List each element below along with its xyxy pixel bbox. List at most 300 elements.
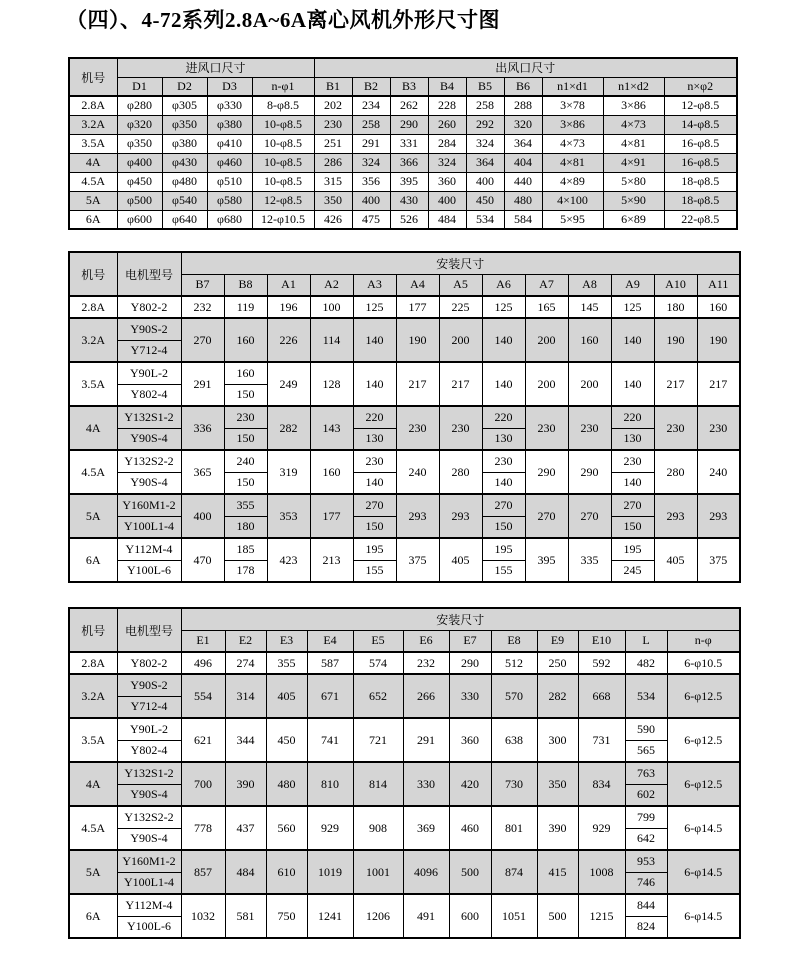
column-header-cell: E7 [449, 630, 491, 652]
dim-value-cell: 230 [525, 406, 568, 450]
dim-value-cell: 730 [491, 762, 537, 806]
dim-value-cell: 10-φ8.5 [252, 115, 314, 134]
dim-value-cell: 355 [224, 494, 267, 516]
dim-value-cell: 450 [266, 718, 307, 762]
dim-value-cell: 652 [353, 674, 403, 718]
column-header-cell: E10 [578, 630, 625, 652]
dim-value-cell: 364 [466, 153, 504, 172]
dim-value-cell: 534 [625, 674, 667, 718]
dim-value-cell: φ600 [117, 210, 162, 229]
dim-value-cell: 160 [568, 318, 611, 362]
dim-value-cell: 230 [697, 406, 740, 450]
dim-value-cell: 6-φ14.5 [667, 894, 740, 938]
dim-value-cell: 260 [428, 115, 466, 134]
dim-value-cell: 405 [266, 674, 307, 718]
dim-value-cell: 929 [578, 806, 625, 850]
dim-value-cell: φ480 [162, 172, 207, 191]
dim-value-cell: 3×86 [603, 96, 664, 115]
motor-model-cell: Y90S-2 [117, 674, 181, 696]
dim-value-cell: 143 [310, 406, 353, 450]
dim-value-cell: 228 [428, 96, 466, 115]
dim-value-cell: 375 [396, 538, 439, 582]
dim-value-cell: 150 [224, 384, 267, 406]
dim-value-cell: 195 [611, 538, 654, 560]
dim-value-cell: φ510 [207, 172, 252, 191]
dim-value-cell: 319 [267, 450, 310, 494]
dim-value-cell: φ460 [207, 153, 252, 172]
column-header-cell: A1 [267, 274, 310, 296]
dim-value-cell: 240 [697, 450, 740, 494]
motor-model-cell: Y100L-6 [117, 560, 181, 582]
machine-no-header: 机号 [69, 252, 117, 296]
dim-value-cell: φ580 [207, 191, 252, 210]
dim-value-cell: 232 [181, 296, 224, 318]
dim-value-cell: 10-φ8.5 [252, 134, 314, 153]
motor-model-cell: Y802-4 [117, 384, 181, 406]
dim-value-cell: 642 [625, 828, 667, 850]
motor-model-cell: Y90S-4 [117, 472, 181, 494]
machine-no-cell: 3.2A [69, 115, 117, 134]
dim-value-cell: 220 [611, 406, 654, 428]
dim-value-cell: 1206 [353, 894, 403, 938]
dim-value-cell: 315 [314, 172, 352, 191]
dim-value-cell: 14-φ8.5 [664, 115, 737, 134]
column-header-cell: A9 [611, 274, 654, 296]
dim-value-cell: 3×86 [542, 115, 603, 134]
dim-value-cell: 270 [353, 494, 396, 516]
column-header-cell: B5 [466, 77, 504, 96]
dim-value-cell: 369 [403, 806, 449, 850]
machine-no-cell: 3.5A [69, 362, 117, 406]
machine-no-cell: 4.5A [69, 172, 117, 191]
dim-value-cell: 16-φ8.5 [664, 153, 737, 172]
machine-no-cell: 3.2A [69, 674, 117, 718]
dim-value-cell: 355 [266, 652, 307, 674]
dim-value-cell: 908 [353, 806, 403, 850]
dim-value-cell: 668 [578, 674, 625, 718]
dim-value-cell: 220 [353, 406, 396, 428]
machine-no-cell: 2.8A [69, 652, 117, 674]
dim-value-cell: 291 [181, 362, 224, 406]
dim-value-cell: 16-φ8.5 [664, 134, 737, 153]
dim-value-cell: 534 [466, 210, 504, 229]
dim-value-cell: 4×73 [603, 115, 664, 134]
dim-value-cell: 6-φ14.5 [667, 806, 740, 850]
dim-value-cell: 274 [225, 652, 266, 674]
dim-value-cell: 799 [625, 806, 667, 828]
column-header-cell: B6 [504, 77, 542, 96]
dim-value-cell: 1215 [578, 894, 625, 938]
dim-value-cell: 185 [224, 538, 267, 560]
dim-value-cell: 282 [537, 674, 578, 718]
dim-value-cell: φ380 [162, 134, 207, 153]
dim-value-cell: 364 [504, 134, 542, 153]
dim-value-cell: 415 [537, 850, 578, 894]
dim-value-cell: 249 [267, 362, 310, 406]
dim-value-cell: 258 [352, 115, 390, 134]
dim-value-cell: 140 [611, 362, 654, 406]
dim-value-cell: 230 [439, 406, 482, 450]
dim-value-cell: 1051 [491, 894, 537, 938]
motor-model-cell: Y112M-4 [117, 538, 181, 560]
motor-model-cell: Y90S-4 [117, 828, 181, 850]
dim-value-cell: 125 [482, 296, 525, 318]
column-header-cell: B2 [352, 77, 390, 96]
dim-value-cell: 482 [625, 652, 667, 674]
dim-value-cell: 953 [625, 850, 667, 872]
machine-no-header: 机号 [69, 58, 117, 96]
motor-model-cell: Y100L-6 [117, 916, 181, 938]
dim-value-cell: φ500 [117, 191, 162, 210]
dim-value-cell: 6×89 [603, 210, 664, 229]
motor-model-header: 电机型号 [117, 252, 181, 296]
dim-value-cell: 266 [403, 674, 449, 718]
dim-value-cell: 470 [181, 538, 224, 582]
dim-value-cell: 330 [403, 762, 449, 806]
dim-value-cell: φ680 [207, 210, 252, 229]
dim-value-cell: 286 [314, 153, 352, 172]
machine-no-cell: 2.8A [69, 296, 117, 318]
motor-model-cell: Y90S-4 [117, 784, 181, 806]
column-header-cell: A8 [568, 274, 611, 296]
dim-value-cell: 929 [307, 806, 353, 850]
column-header-cell: E4 [307, 630, 353, 652]
mount-group-header: 安装尺寸 [181, 608, 740, 630]
dim-value-cell: 230 [396, 406, 439, 450]
dim-value-cell: 145 [568, 296, 611, 318]
dim-value-cell: 746 [625, 872, 667, 894]
motor-model-cell: Y160M1-2 [117, 494, 181, 516]
dim-value-cell: φ450 [117, 172, 162, 191]
dim-value-cell: 190 [654, 318, 697, 362]
dim-value-cell: φ410 [207, 134, 252, 153]
dim-value-cell: 195 [482, 538, 525, 560]
dim-value-cell: 565 [625, 740, 667, 762]
mounting-dimensions-table-e [68, 607, 741, 939]
dim-value-cell: 365 [181, 450, 224, 494]
dim-value-cell: 5×80 [603, 172, 664, 191]
column-header-cell: B7 [181, 274, 224, 296]
machine-no-cell: 4.5A [69, 806, 117, 850]
dim-value-cell: 405 [439, 538, 482, 582]
dim-value-cell: 324 [466, 134, 504, 153]
machine-no-cell: 6A [69, 210, 117, 229]
machine-no-cell: 5A [69, 850, 117, 894]
mount-group-header: 安装尺寸 [181, 252, 740, 274]
dim-value-cell: 290 [525, 450, 568, 494]
dim-value-cell: 1241 [307, 894, 353, 938]
dim-value-cell: 404 [504, 153, 542, 172]
dim-value-cell: 140 [611, 318, 654, 362]
column-header-cell: A10 [654, 274, 697, 296]
column-header-cell: n1×d2 [603, 77, 664, 96]
dim-value-cell: 336 [181, 406, 224, 450]
dim-value-cell: 130 [611, 428, 654, 450]
dim-value-cell: 480 [504, 191, 542, 210]
dim-value-cell: 360 [449, 718, 491, 762]
dim-value-cell: 405 [654, 538, 697, 582]
dim-value-cell: 200 [439, 318, 482, 362]
dim-value-cell: 217 [697, 362, 740, 406]
dim-value-cell: 590 [625, 718, 667, 740]
dim-value-cell: 220 [482, 406, 525, 428]
motor-model-cell: Y712-4 [117, 340, 181, 362]
dim-value-cell: 400 [428, 191, 466, 210]
inlet-group-header: 进风口尺寸 [117, 58, 314, 77]
dim-value-cell: φ640 [162, 210, 207, 229]
dim-value-cell: 119 [224, 296, 267, 318]
dim-value-cell: 344 [225, 718, 266, 762]
dim-value-cell: 140 [482, 318, 525, 362]
dim-value-cell: 4×81 [542, 153, 603, 172]
motor-model-cell: Y100L1-4 [117, 872, 181, 894]
dim-value-cell: 400 [466, 172, 504, 191]
dim-value-cell: 140 [353, 472, 396, 494]
dim-value-cell: 331 [390, 134, 428, 153]
column-header-cell: B4 [428, 77, 466, 96]
dim-value-cell: 460 [449, 806, 491, 850]
mounting-dimensions-table-a [68, 251, 741, 583]
dim-value-cell: 395 [525, 538, 568, 582]
column-header-cell: A7 [525, 274, 568, 296]
motor-model-cell: Y90S-4 [117, 428, 181, 450]
dim-value-cell: 150 [353, 516, 396, 538]
dim-value-cell: 750 [266, 894, 307, 938]
dim-value-cell: 217 [654, 362, 697, 406]
dim-value-cell: φ330 [207, 96, 252, 115]
column-header-cell: E1 [181, 630, 225, 652]
dim-value-cell: 554 [181, 674, 225, 718]
dim-value-cell: 4×100 [542, 191, 603, 210]
dim-value-cell: 330 [449, 674, 491, 718]
dim-value-cell: 130 [353, 428, 396, 450]
dim-value-cell: 721 [353, 718, 403, 762]
dim-value-cell: 250 [537, 652, 578, 674]
dim-value-cell: 857 [181, 850, 225, 894]
dim-value-cell: 245 [611, 560, 654, 582]
motor-model-cell: Y802-2 [117, 652, 181, 674]
dim-value-cell: 196 [267, 296, 310, 318]
dim-value-cell: 155 [482, 560, 525, 582]
dim-value-cell: 584 [504, 210, 542, 229]
column-header-cell: E2 [225, 630, 266, 652]
machine-no-cell: 4.5A [69, 450, 117, 494]
dim-value-cell: 177 [310, 494, 353, 538]
dim-value-cell: 6-φ12.5 [667, 674, 740, 718]
motor-model-cell: Y132S1-2 [117, 762, 181, 784]
dim-value-cell: 180 [654, 296, 697, 318]
dim-value-cell: 366 [390, 153, 428, 172]
motor-model-cell: Y90L-2 [117, 718, 181, 740]
column-header-cell: E6 [403, 630, 449, 652]
motor-model-cell: Y712-4 [117, 696, 181, 718]
dim-value-cell: 324 [428, 153, 466, 172]
dim-value-cell: 226 [267, 318, 310, 362]
dim-value-cell: 130 [482, 428, 525, 450]
dim-value-cell: 200 [525, 362, 568, 406]
dim-value-cell: 251 [314, 134, 352, 153]
column-header-cell: A3 [353, 274, 396, 296]
dim-value-cell: 230 [568, 406, 611, 450]
motor-model-cell: Y132S2-2 [117, 806, 181, 828]
dim-value-cell: 288 [504, 96, 542, 115]
dim-value-cell: φ320 [117, 115, 162, 134]
dim-value-cell: 440 [504, 172, 542, 191]
column-header-cell: A4 [396, 274, 439, 296]
machine-no-cell: 3.5A [69, 134, 117, 153]
dim-value-cell: 12-φ10.5 [252, 210, 314, 229]
dim-value-cell: 293 [439, 494, 482, 538]
dim-value-cell: 801 [491, 806, 537, 850]
dim-value-cell: 430 [390, 191, 428, 210]
motor-model-cell: Y802-2 [117, 296, 181, 318]
motor-model-cell: Y802-4 [117, 740, 181, 762]
dim-value-cell: 356 [352, 172, 390, 191]
dim-value-cell: 353 [267, 494, 310, 538]
dim-value-cell: 574 [353, 652, 403, 674]
dim-value-cell: 178 [224, 560, 267, 582]
dim-value-cell: φ540 [162, 191, 207, 210]
dim-value-cell: 621 [181, 718, 225, 762]
dim-value-cell: 213 [310, 538, 353, 582]
dim-value-cell: 150 [611, 516, 654, 538]
machine-no-cell: 5A [69, 191, 117, 210]
dim-value-cell: 400 [352, 191, 390, 210]
dim-value-cell: 114 [310, 318, 353, 362]
dim-value-cell: 420 [449, 762, 491, 806]
dim-value-cell: 160 [310, 450, 353, 494]
dim-value-cell: 262 [390, 96, 428, 115]
dim-value-cell: 6-φ12.5 [667, 718, 740, 762]
dim-value-cell: 395 [390, 172, 428, 191]
dim-value-cell: 5×90 [603, 191, 664, 210]
machine-no-cell: 4A [69, 762, 117, 806]
dim-value-cell: 390 [225, 762, 266, 806]
machine-no-cell: 2.8A [69, 96, 117, 115]
dim-value-cell: 844 [625, 894, 667, 916]
dim-value-cell: 200 [568, 362, 611, 406]
dim-value-cell: 270 [568, 494, 611, 538]
dim-value-cell: 160 [697, 296, 740, 318]
column-header-cell: B1 [314, 77, 352, 96]
dim-value-cell: 1008 [578, 850, 625, 894]
dim-value-cell: 314 [225, 674, 266, 718]
dim-value-cell: 1019 [307, 850, 353, 894]
column-header-cell: A5 [439, 274, 482, 296]
dim-value-cell: 202 [314, 96, 352, 115]
dim-value-cell: 834 [578, 762, 625, 806]
dim-value-cell: 610 [266, 850, 307, 894]
dim-value-cell: 874 [491, 850, 537, 894]
dim-value-cell: 292 [466, 115, 504, 134]
dim-value-cell: 480 [266, 762, 307, 806]
dim-value-cell: 155 [353, 560, 396, 582]
dim-value-cell: 258 [466, 96, 504, 115]
column-header-cell: L [625, 630, 667, 652]
dim-value-cell: 581 [225, 894, 266, 938]
dim-value-cell: 426 [314, 210, 352, 229]
dim-value-cell: 450 [466, 191, 504, 210]
dim-value-cell: φ305 [162, 96, 207, 115]
machine-no-header: 机号 [69, 608, 117, 652]
dim-value-cell: 500 [449, 850, 491, 894]
dim-value-cell: 6-φ10.5 [667, 652, 740, 674]
column-header-cell: B3 [390, 77, 428, 96]
dim-value-cell: 280 [439, 450, 482, 494]
dim-value-cell: 293 [697, 494, 740, 538]
column-header-cell: D3 [207, 77, 252, 96]
inlet-outlet-dimensions-table [68, 57, 738, 230]
dim-value-cell: 18-φ8.5 [664, 172, 737, 191]
dim-value-cell: 491 [403, 894, 449, 938]
dim-value-cell: 12-φ8.5 [252, 191, 314, 210]
dim-value-cell: 778 [181, 806, 225, 850]
dim-value-cell: 291 [352, 134, 390, 153]
dim-value-cell: 160 [224, 318, 267, 362]
motor-model-cell: Y90S-2 [117, 318, 181, 340]
column-header-cell: A11 [697, 274, 740, 296]
dim-value-cell: 423 [267, 538, 310, 582]
dim-value-cell: 4096 [403, 850, 449, 894]
dim-value-cell: 570 [491, 674, 537, 718]
dim-value-cell: 12-φ8.5 [664, 96, 737, 115]
column-header-cell: n1×d1 [542, 77, 603, 96]
dim-value-cell: 810 [307, 762, 353, 806]
dim-value-cell: 484 [428, 210, 466, 229]
dim-value-cell: 290 [568, 450, 611, 494]
dim-value-cell: 592 [578, 652, 625, 674]
dim-value-cell: 324 [352, 153, 390, 172]
dim-value-cell: 390 [537, 806, 578, 850]
dim-value-cell: 671 [307, 674, 353, 718]
column-header-cell: B8 [224, 274, 267, 296]
dim-value-cell: 165 [525, 296, 568, 318]
dim-value-cell: 150 [482, 516, 525, 538]
dim-value-cell: 291 [403, 718, 449, 762]
dim-value-cell: 190 [396, 318, 439, 362]
dim-value-cell: 763 [625, 762, 667, 784]
dim-value-cell: 587 [307, 652, 353, 674]
dim-value-cell: 270 [611, 494, 654, 516]
dim-value-cell: 400 [181, 494, 224, 538]
machine-no-cell: 4A [69, 153, 117, 172]
dim-value-cell: 814 [353, 762, 403, 806]
dim-value-cell: 234 [352, 96, 390, 115]
dim-value-cell: 6-φ14.5 [667, 850, 740, 894]
dim-value-cell: 160 [224, 362, 267, 384]
column-header-cell: n×φ2 [664, 77, 737, 96]
dim-value-cell: 360 [428, 172, 466, 191]
column-header-cell: A2 [310, 274, 353, 296]
motor-model-cell: Y100L1-4 [117, 516, 181, 538]
dim-value-cell: 230 [654, 406, 697, 450]
column-header-cell: D1 [117, 77, 162, 96]
dim-value-cell: 700 [181, 762, 225, 806]
dim-value-cell: 270 [482, 494, 525, 516]
dim-value-cell: 230 [611, 450, 654, 472]
dim-value-cell: 335 [568, 538, 611, 582]
dim-value-cell: 125 [353, 296, 396, 318]
page-title: （四）、4-72系列2.8A~6A离心风机外形尺寸图 [66, 8, 500, 32]
motor-model-cell: Y90L-2 [117, 362, 181, 384]
column-header-cell: E5 [353, 630, 403, 652]
dim-value-cell: 217 [396, 362, 439, 406]
dim-value-cell: φ430 [162, 153, 207, 172]
dim-value-cell: 4×81 [603, 134, 664, 153]
motor-model-cell: Y132S1-2 [117, 406, 181, 428]
column-header-cell: n-φ [667, 630, 740, 652]
dim-value-cell: 320 [504, 115, 542, 134]
